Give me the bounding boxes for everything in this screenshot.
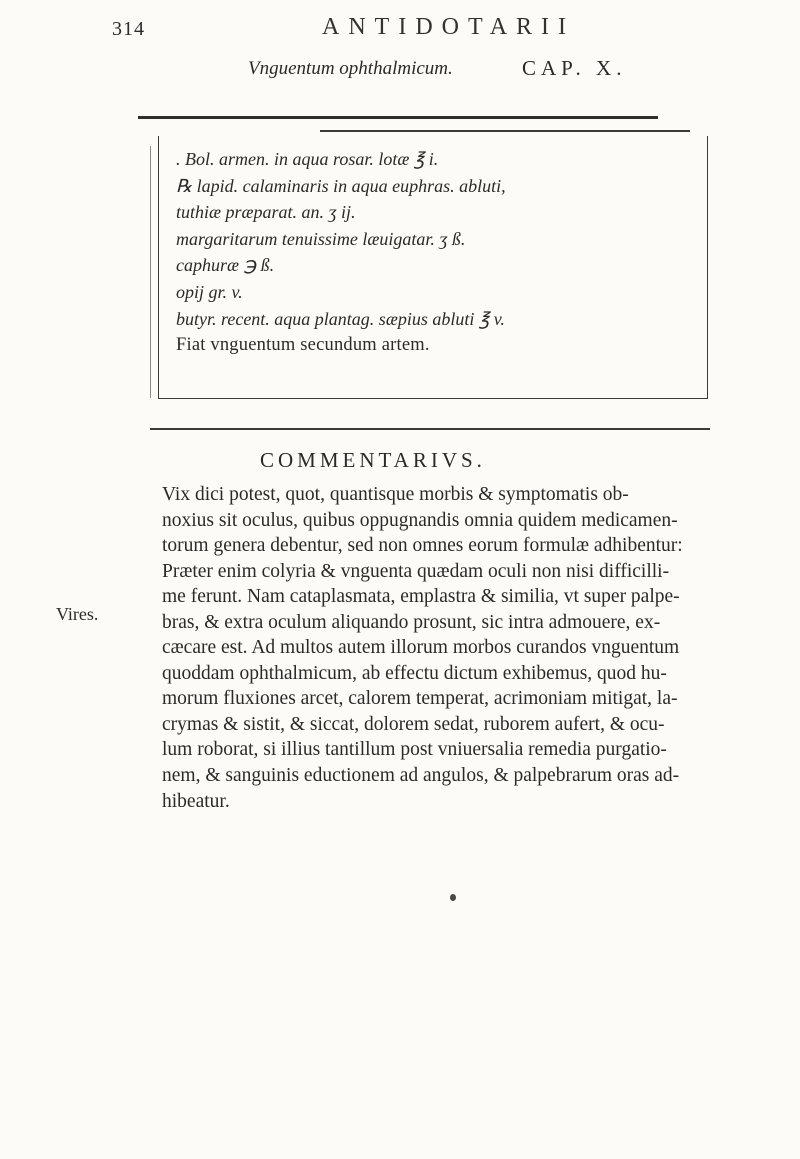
commentary-line: hibeatur. [162, 790, 230, 812]
commentary-line: Vix dici potest, quot, quantisque morbis & symptomatis ob- [162, 484, 629, 505]
commentary-body [162, 482, 742, 814]
marginal-note: Vires. [56, 604, 99, 624]
bottom-rule [150, 428, 710, 430]
section-title: Vnguentum ophthalmicum. [248, 58, 453, 79]
commentary-line: me ferunt. Nam cataplasmata, emplastra & similia, vt super palpe- [162, 586, 680, 608]
page-number: 314 [112, 18, 145, 40]
commentary-line: crymas & sistit, & siccat, dolorem sedat, ruborem aufert, & ocu- [162, 713, 665, 735]
top-rule-thin [320, 130, 690, 132]
ink-speck [450, 894, 456, 901]
commentary-line: cæcare est. Ad multos autem illorum morbos curandos vnguentum [162, 637, 680, 659]
recipe-frame-inner-line [150, 146, 153, 398]
recipe-line: caphuræ ℈ ß. [176, 255, 275, 276]
commentary-line: noxius sit oculus, quibus oppugnandis omnia quidem medicamen- [162, 509, 678, 531]
recipe-line: opij gr. v. [176, 281, 243, 302]
commentary-line: morum fluxiones arcet, calorem temperat, acrimoniam mitigat, la- [162, 688, 678, 710]
top-rule [138, 116, 658, 119]
recipe-block [176, 146, 696, 359]
commentary-line: lum roborat, si illius tantillum post vniuersalia remedia purgatio- [162, 739, 667, 761]
commentary-line: Præter enim colyria & vnguenta quædam oculi non nisi difficilli- [162, 560, 670, 582]
recipe-line: ℞ lapid. calaminaris in aqua euphras. abluti, [176, 175, 506, 196]
recipe-instruction: Fiat vnguentum secundum artem. [176, 335, 430, 356]
recipe-line: butyr. recent. aqua plantag. sæpius abluti ℥ v. [176, 308, 505, 329]
recipe-line: margaritarum tenuissime læuigatar. ʒ ß. [176, 228, 466, 249]
commentary-line: quoddam ophthalmicum, ab effectu dictum exhibemus, quod hu- [162, 662, 667, 684]
commentary-line: bras, & extra oculum aliquando prosunt, sic intra admouere, ex- [162, 611, 661, 633]
recipe-line: . Bol. armen. in aqua rosar. lotæ ℥ i. [176, 149, 439, 169]
commentary-line: nem, & sanguinis eductionem ad angulos, & palpebrarum oras ad- [162, 765, 680, 787]
running-head: ANTIDOTARII [322, 14, 576, 40]
commentary-heading: COMMENTARIVS. [260, 448, 486, 472]
recipe-line: tuthiæ præparat. an. ʒ ij. [176, 202, 356, 223]
chapter-number: CAP. X. [522, 56, 627, 80]
commentary-line: torum genera debentur, sed non omnes eorum formulæ adhibentur: [162, 535, 683, 557]
